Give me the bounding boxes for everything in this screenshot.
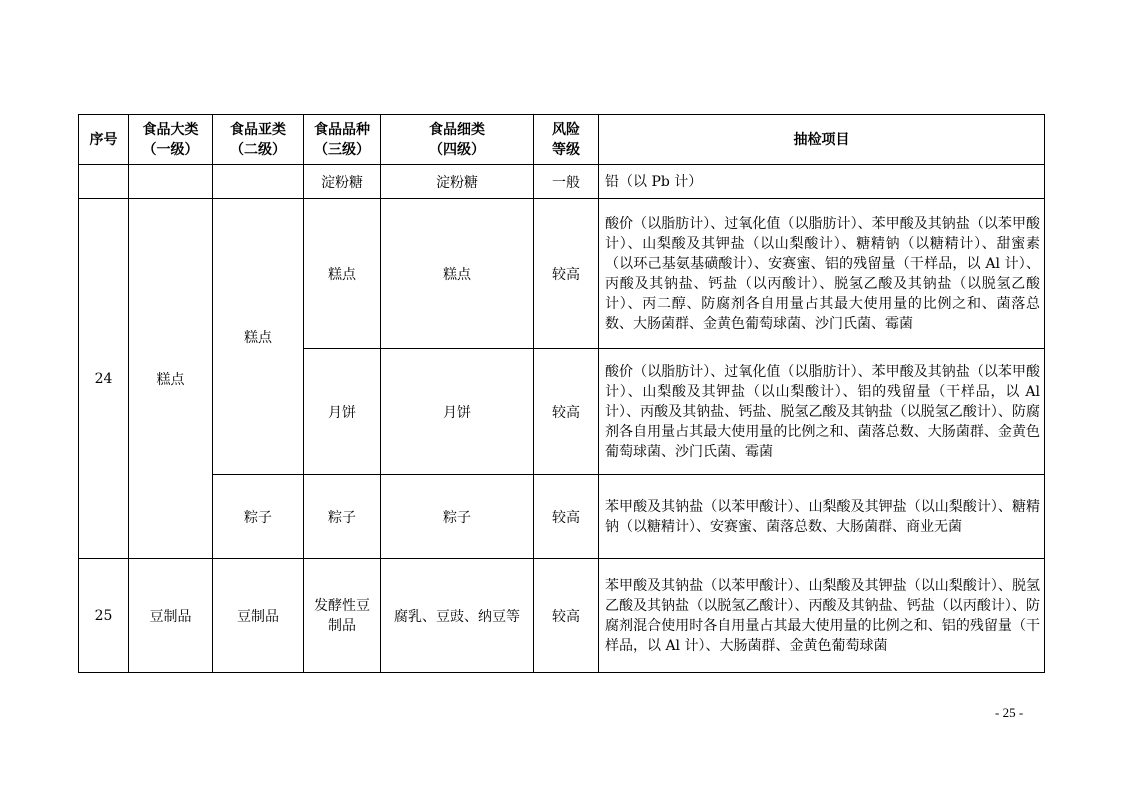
cell-seq bbox=[79, 165, 129, 199]
cell-category-level1: 糕点 bbox=[129, 199, 213, 559]
cell-category-level2: 糕点 bbox=[213, 199, 304, 475]
table-row bbox=[79, 199, 1045, 349]
cell-category-level4: 淀粉糖 bbox=[381, 165, 534, 199]
cell-category-level3: 粽子 bbox=[304, 475, 381, 559]
cell-category-level1 bbox=[129, 165, 213, 199]
page-number: - 25 - bbox=[995, 705, 1024, 720]
cell-category-level4: 糕点 bbox=[381, 199, 534, 349]
cell-inspection-items: 铅（以 Pb 计） bbox=[599, 165, 1045, 199]
cell-category-level3: 淀粉糖 bbox=[304, 165, 381, 199]
header-category-level4: 食品细类 （四级） bbox=[381, 115, 534, 165]
cell-category-level3: 糕点 bbox=[304, 199, 381, 349]
table-row bbox=[79, 165, 1045, 199]
cell-inspection-items: 酸价（以脂肪计）、过氧化值（以脂肪计）、苯甲酸及其钠盐（以苯甲酸计）、山梨酸及其钾盐（以山梨酸计）、铝的残留量（干样品，以 Al 计）、丙酸及其钠盐、钙盐、脱氢乙酸及其钠盐（以脱氢乙酸计）、防腐剂各自用量占其最大使用量的比例之和、菌落总数、大肠菌群、金黄色葡萄球菌、沙门氏菌、霉菌 bbox=[599, 349, 1045, 475]
cell-category-level3: 发酵性豆制品 bbox=[304, 559, 381, 673]
cell-risk-level: 较高 bbox=[534, 349, 599, 475]
header-seq: 序号 bbox=[79, 115, 129, 165]
cell-risk-level: 较高 bbox=[534, 199, 599, 349]
cell-category-level4: 粽子 bbox=[381, 475, 534, 559]
cell-category-level4: 腐乳、豆豉、纳豆等 bbox=[381, 559, 534, 673]
cell-category-level1: 豆制品 bbox=[129, 559, 213, 673]
cell-category-level2: 粽子 bbox=[213, 475, 304, 559]
cell-inspection-items: 苯甲酸及其钠盐（以苯甲酸计）、山梨酸及其钾盐（以山梨酸计）、糖精钠（以糖精计）、安赛蜜、菌落总数、大肠菌群、商业无菌 bbox=[599, 475, 1045, 559]
header-row bbox=[79, 115, 1045, 165]
cell-category-level3: 月饼 bbox=[304, 349, 381, 475]
cell-inspection-items: 酸价（以脂肪计）、过氧化值（以脂肪计）、苯甲酸及其钠盐（以苯甲酸计）、山梨酸及其钾盐（以山梨酸计）、糖精钠（以糖精计）、甜蜜素（以环己基氨基磺酸计）、安赛蜜、铝的残留量（干样品，以 Al 计）、丙酸及其钠盐、钙盐（以丙酸计）、脱氢乙酸及其钠盐（以脱氢乙酸计）、丙二醇、防腐剂各自用量占其最大使用量的比例之和、菌落总数、大肠菌群、金黄色葡萄球菌、沙门氏菌、霉菌 bbox=[599, 199, 1045, 349]
header-inspection-items: 抽检项目 bbox=[599, 115, 1045, 165]
cell-category-level2: 豆制品 bbox=[213, 559, 304, 673]
table-row bbox=[79, 559, 1045, 673]
cell-risk-level: 较高 bbox=[534, 559, 599, 673]
header-category-level3: 食品品种 （三级） bbox=[304, 115, 381, 165]
cell-risk-level: 较高 bbox=[534, 475, 599, 559]
header-risk-level: 风险 等级 bbox=[534, 115, 599, 165]
cell-seq: 24 bbox=[79, 199, 129, 559]
header-category-level2: 食品亚类 （二级） bbox=[213, 115, 304, 165]
cell-inspection-items: 苯甲酸及其钠盐（以苯甲酸计）、山梨酸及其钾盐（以山梨酸计）、脱氢乙酸及其钠盐（以脱氢乙酸计）、丙酸及其钠盐、钙盐（以丙酸计）、防腐剂混合使用时各自用量占其最大使用量的比例之和、铝的残留量（干样品，以 Al 计）、大肠菌群、金黄色葡萄球菌 bbox=[599, 559, 1045, 673]
cell-risk-level: 一般 bbox=[534, 165, 599, 199]
cell-seq: 25 bbox=[79, 559, 129, 673]
cell-category-level2 bbox=[213, 165, 304, 199]
header-category-level1: 食品大类 （一级） bbox=[129, 115, 213, 165]
table-row bbox=[79, 475, 1045, 559]
cell-category-level4: 月饼 bbox=[381, 349, 534, 475]
inspection-table bbox=[78, 114, 1045, 673]
